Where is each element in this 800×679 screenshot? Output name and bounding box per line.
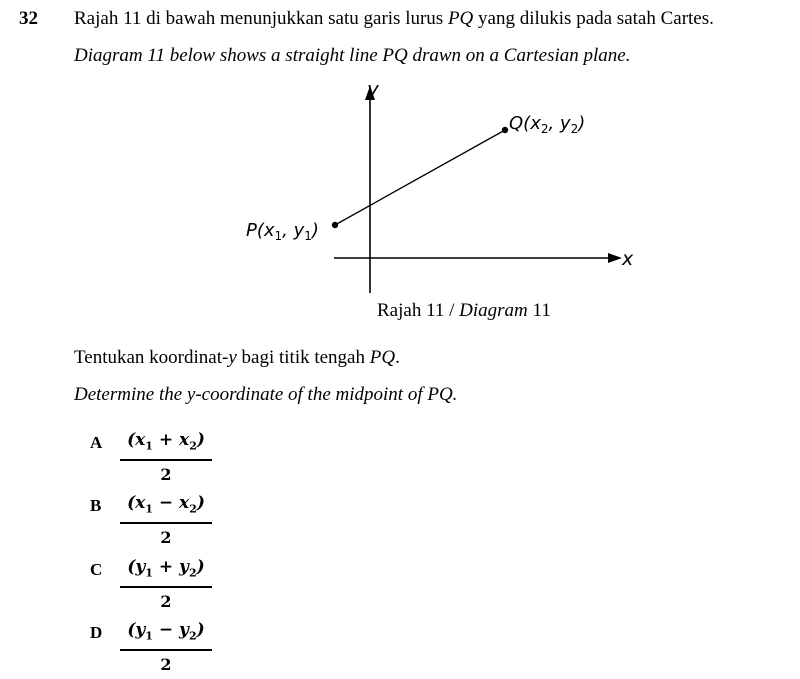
q-label-sub1: 2 [540,122,549,136]
sub-2: 2 [189,439,197,453]
x-axis-arrowhead [608,253,622,263]
option-c[interactable] [0,556,800,616]
point-p [332,222,338,228]
fraction-numerator: $(x_1 + x_2)$ [127,430,205,453]
fraction-bar [120,586,212,588]
p-label-a: P(x [246,220,275,241]
fraction-numerator: $(y_1 + y_2)$ [127,557,205,580]
prompt-malay-b: bagi titik tengah [236,347,370,368]
question-text-malay-b: yang dilukis pada satah Cartes. [473,8,714,29]
y-axis-label: y [367,77,379,101]
prompt-malay-end: . [395,347,400,368]
option-fraction [120,429,212,486]
question-text-malay-a: Rajah 11 di bawah menunjukkan satu garis lurus [74,8,448,29]
caption-malay: Rajah 11 / [377,300,460,321]
option-letter: B [90,496,102,515]
operator: + [152,557,180,577]
sub-2: 2 [188,629,197,643]
question-text-malay-pq: PQ [447,8,474,29]
caption-number: 11 [527,300,551,321]
fraction-bar [120,459,212,461]
q-label-sub2: 2 [570,122,579,136]
fraction-bar [120,522,212,524]
q-label-a: Q(x [509,113,541,134]
var-1: y [135,620,146,640]
var-2: x [179,493,190,513]
option-letter: D [90,623,103,642]
fraction-numerator: $(x_1 - x_2)$ [127,493,205,516]
var-1: x [135,493,146,513]
p-label-end: ) [311,220,319,241]
fraction-denominator: 2 [160,527,172,547]
option-letter: C [90,560,103,579]
point-q-label [509,113,585,136]
operator: + [152,430,180,450]
option-fraction [120,556,212,613]
operator: − [152,493,180,513]
fraction-denominator: 2 [160,654,172,674]
point-q [502,127,508,133]
fraction-numerator: $(y_1 - y_2)$ [127,620,205,643]
prompt-malay-pq: PQ [369,347,396,368]
fraction-denominator: 2 [160,591,172,611]
question-number: 32 [19,8,38,29]
diagram-caption [377,300,551,322]
var-1: y [135,557,146,577]
q-label-end: ) [578,113,586,134]
sub-2: 2 [188,566,197,580]
sub-2: 2 [189,502,197,516]
caption-english: Diagram [459,300,528,321]
operator: − [152,620,180,640]
option-d[interactable] [0,619,800,679]
fraction-bar [120,649,212,651]
p-label-sub2: 1 [304,229,312,243]
sub-1: 1 [145,439,153,453]
option-a[interactable] [0,429,800,489]
p-label-sub1: 1 [274,229,283,243]
point-p-label [246,220,319,243]
prompt-malay-y: y [228,347,237,368]
p-label-mid: , y [282,220,305,241]
option-letter: A [90,433,103,452]
var-2: y [179,557,189,577]
var-1: x [135,430,146,450]
prompt-english: Determine the y-coordinate of the midpoint of PQ. [74,384,458,405]
sub-1: 1 [145,566,153,580]
fraction-denominator: 2 [160,464,172,484]
sub-1: 1 [145,502,153,516]
option-b[interactable] [0,492,800,552]
var-2: x [179,430,190,450]
option-fraction [120,619,212,676]
prompt-malay-a: Tentukan koordinat- [74,347,229,368]
q-label-mid: , y [548,113,571,134]
line-pq [335,130,505,225]
sub-1: 1 [145,629,153,643]
option-fraction [120,492,212,549]
var-2: y [179,620,189,640]
question-text-english: Diagram 11 below shows a straight line PQ drawn on a Cartesian plane. [74,45,631,66]
x-axis-label: x [622,248,634,270]
prompt-malay [74,347,400,369]
